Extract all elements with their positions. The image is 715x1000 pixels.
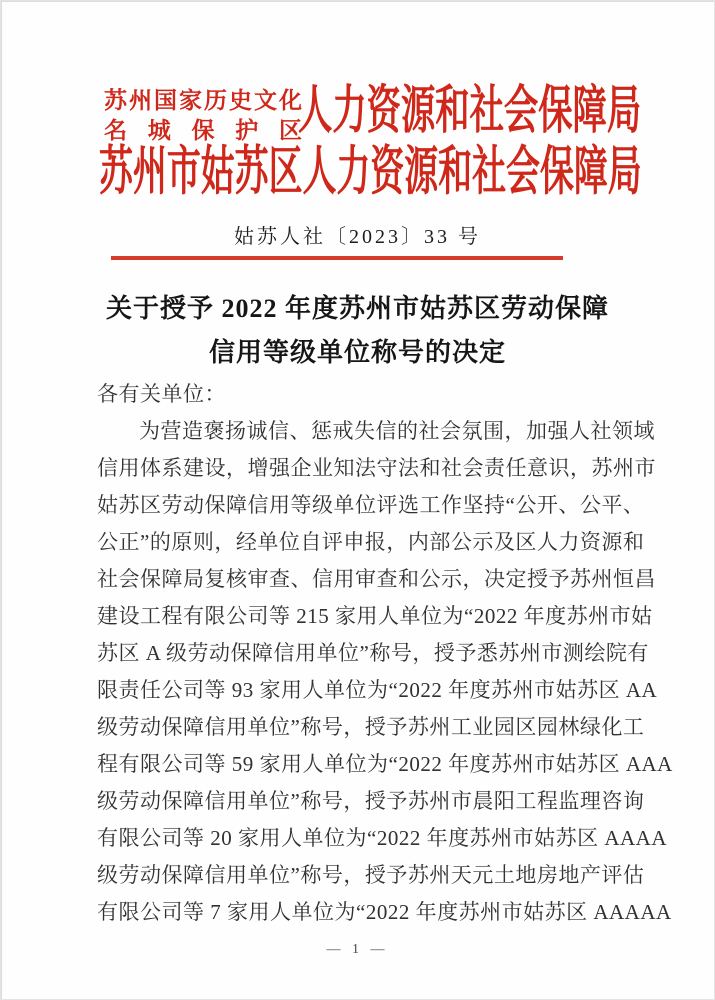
letterhead-region-name xyxy=(104,86,302,146)
body-paragraph xyxy=(97,413,673,931)
document-body xyxy=(97,376,673,931)
page-number: — 1 — xyxy=(326,942,389,957)
letterhead-region-line2: 名城保护区 xyxy=(104,118,302,143)
letterhead-bureau-line2-wrap xyxy=(99,143,715,201)
letterhead-bureau-line2: 苏州市姑苏区人力资源和社会保障局 xyxy=(99,143,642,201)
letterhead-bureau-line1: 人力资源和社会保障局 xyxy=(298,83,642,140)
body-text-line: 为营造褒扬诚信、惩戒失信的社会氛围，加强人社领域 xyxy=(139,419,655,443)
letterhead-region-line1: 苏州国家历史文化 xyxy=(104,88,302,113)
body-text-line: 有限公司等 20 家用人单位为“2022 年度苏州市姑苏区 AAAA xyxy=(97,826,667,850)
document-title-line1: 关于授予 2022 年度苏州市姑苏区劳动保障 xyxy=(105,294,609,323)
red-separator-rule xyxy=(111,256,563,260)
body-text-line: 级劳动保障信用单位”称号，授予苏州市晨阳工程监理咨询 xyxy=(97,789,645,813)
document-title xyxy=(0,287,715,375)
body-text-line: 限责任公司等 93 家用人单位为“2022 年度苏州市姑苏区 AA xyxy=(97,678,658,702)
body-text-line: 苏区 A 级劳动保障信用单位”称号，授予悉苏州市测绘院有 xyxy=(97,641,649,665)
body-text-line: 程有限公司等 59 家用人单位为“2022 年度苏州市姑苏区 AAA xyxy=(97,752,673,776)
letterhead-bureau-line1-wrap xyxy=(298,84,715,140)
body-text-line: 建设工程有限公司等 215 家用人单位为“2022 年度苏州市姑 xyxy=(97,604,653,628)
body-text-line: 社会保障局复核审查、信用审查和公示，决定授予苏州恒昌 xyxy=(97,567,656,591)
body-text-line: 公正”的原则，经单位自评申报，内部公示及区人力资源和 xyxy=(97,530,645,554)
document-number: 姑苏人社〔2023〕33 号 xyxy=(234,226,481,248)
body-text-line: 有限公司等 7 家用人单位为“2022 年度苏州市姑苏区 AAAAA xyxy=(97,900,672,924)
document-title-line2: 信用等级单位称号的决定 xyxy=(208,338,506,367)
body-text-line: 级劳动保障信用单位”称号，授予苏州工业园区园林绿化工 xyxy=(97,715,645,739)
body-text-line: 姑苏区劳动保障信用等级单位评选工作坚持“公开、公平、 xyxy=(97,493,645,517)
body-text-line: 信用体系建设，增强企业知法守法和社会责任意识，苏州市 xyxy=(97,456,656,480)
salutation: 各有关单位： xyxy=(97,382,226,406)
body-text-line: 级劳动保障信用单位”称号，授予苏州天元土地房地产评估 xyxy=(97,863,645,887)
